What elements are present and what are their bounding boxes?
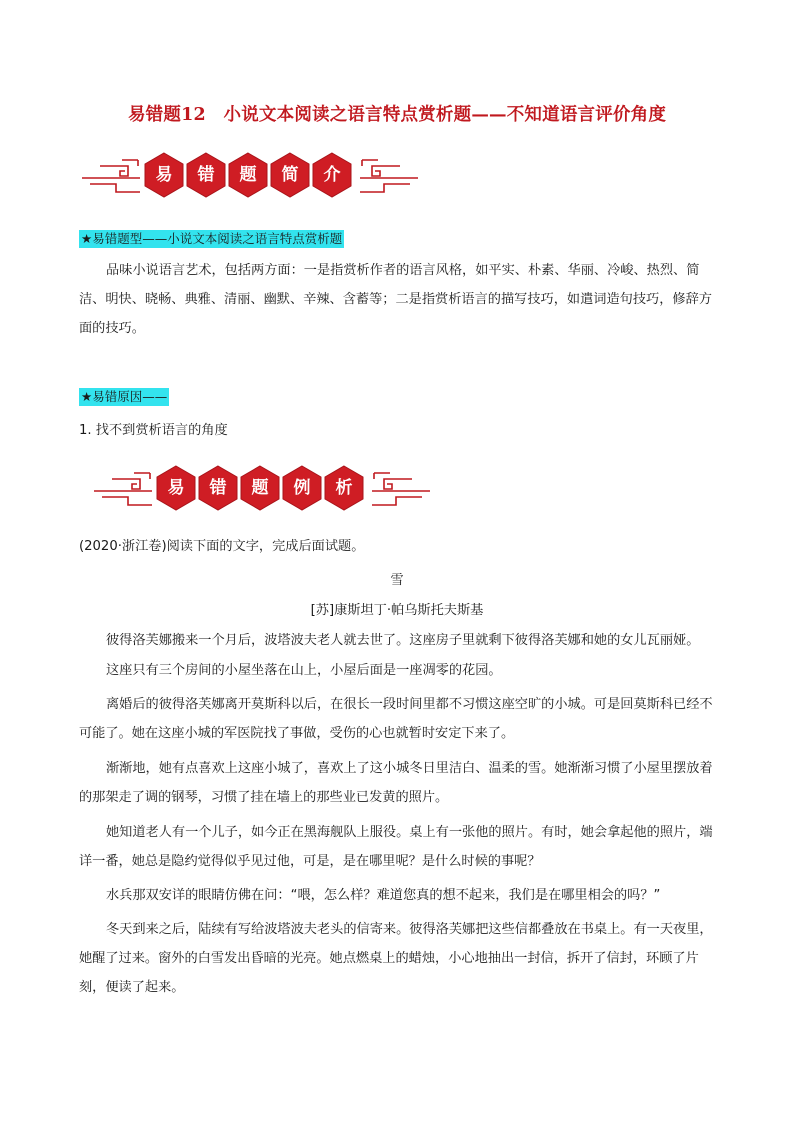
hex-char: 错	[198, 465, 238, 511]
right-ornament-icon	[368, 465, 432, 511]
story-paragraph: 离婚后的彼得洛芙娜离开莫斯科以后，在很长一段时间里都不习惯这座空旷的小城。可是回莫斯科已经不可能了。她在这座小城的军医院找了事做，受伤的心也就暂时安定下来了。	[79, 697, 713, 741]
example-source: (2020·浙江卷)阅读下面的文字，完成后面试题。	[79, 539, 365, 554]
cause-item: 1. 找不到赏析语言的角度	[79, 423, 228, 438]
hex-char: 题	[240, 465, 280, 511]
story-title: 雪	[390, 573, 404, 588]
story-paragraph: 彼得洛芙娜搬来一个月后，波塔波夫老人就去世了。这座房子里就剩下彼得洛芙娜和她的女儿瓦丽娅。	[106, 633, 700, 648]
hex-char: 介	[312, 152, 352, 198]
banner-title-hexes	[144, 152, 352, 198]
hex-char: 例	[282, 465, 322, 511]
story-paragraph: 水兵那双安详的眼睛仿佛在问：“喂，怎么样？难道您真的想不起来，我们是在哪里相会的吗？”	[106, 888, 661, 903]
right-ornament-icon	[356, 152, 420, 198]
hex-char: 简	[270, 152, 310, 198]
hex-char: 析	[324, 465, 364, 511]
section-banner-example	[92, 465, 434, 515]
left-ornament-icon	[80, 152, 144, 198]
story-author: [苏]康斯坦丁·帕乌斯托夫斯基	[310, 603, 484, 618]
page-title: 易错题12 小说文本阅读之语言特点赏析题——不知道语言评价角度	[127, 105, 667, 125]
hex-char: 题	[228, 152, 268, 198]
left-ornament-icon	[92, 465, 156, 511]
hex-char: 易	[144, 152, 184, 198]
story-paragraph: 这座只有三个房间的小屋坐落在山上，小屋后面是一座凋零的花园。	[106, 663, 502, 678]
hex-char: 易	[156, 465, 196, 511]
story-paragraph: 冬天到来之后，陆续有写给波塔波夫老头的信寄来。彼得洛芙娜把这些信都叠放在书桌上。有一天夜里，她醒了过来。窗外的白雪发出昏暗的光亮。她点燃桌上的蜡烛，小心地抽出一封信，拆开了信封，环顾了片刻，便读了起来。	[79, 922, 713, 995]
banner-title-hexes	[156, 465, 364, 511]
section-label-type: ★易错题型——小说文本阅读之语言特点赏析题	[81, 231, 343, 246]
hex-char: 错	[186, 152, 226, 198]
intro-paragraph: 品味小说语言艺术，包括两方面：一是指赏析作者的语言风格，如平实、朴素、华丽、冷峻、热烈、简洁、明快、晓畅、典雅、清丽、幽默、辛辣、含蓄等；二是指赏析语言的描写技巧，如遣词造句技巧，修辞方面的技巧。	[79, 263, 712, 336]
section-label-cause: ★易错原因——	[81, 389, 168, 404]
story-paragraph: 渐渐地，她有点喜欢上这座小城了，喜欢上了这小城冬日里洁白、温柔的雪。她渐渐习惯了小屋里摆放着的那架走了调的钢琴，习惯了挂在墙上的那些业已发黄的照片。	[79, 761, 713, 805]
story-paragraph: 她知道老人有一个儿子，如今正在黑海舰队上服役。桌上有一张他的照片。有时，她会拿起他的照片，端详一番，她总是隐约觉得似乎见过他，可是，是在哪里呢？是什么时候的事呢？	[79, 825, 713, 869]
section-banner-intro	[80, 152, 422, 202]
